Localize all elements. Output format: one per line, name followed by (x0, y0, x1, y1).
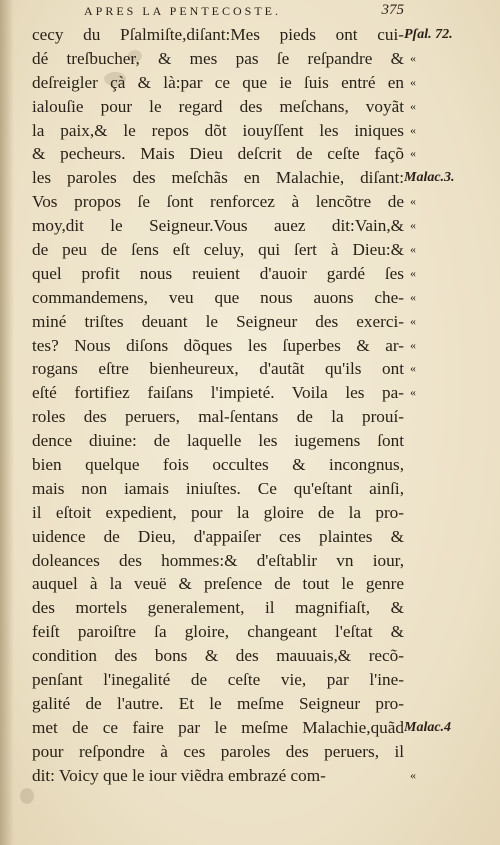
text-line: deſreigler çà & là:par ce que ie ſuis entré en (32, 72, 404, 92)
margin-row (404, 596, 500, 620)
text-line: commandemens, veu que nous auons che- (32, 287, 404, 307)
margin-row (404, 357, 500, 381)
text-line: cecy du Pſalmiſte,diſant:Mes pieds ont cui- (32, 25, 404, 44)
text-line: feiſt paroiſtre ſa gloire, changeant l'eſtat & (32, 622, 404, 642)
quotation-mark: « (410, 74, 416, 89)
text-line: quel profit nous reuient d'auoir gardé ſes (32, 263, 404, 283)
quotation-mark: « (410, 265, 416, 280)
body-text (32, 23, 404, 788)
quotation-mark: « (410, 767, 416, 782)
margin-row (404, 429, 500, 453)
margin-row (404, 71, 500, 95)
margin-reference: Malac.3. (404, 170, 455, 186)
text-line: des mortels generalement, il magnifiaſt, & (32, 598, 404, 618)
text-line: condition des bons & des mauuais,& recõ- (32, 646, 404, 666)
quotation-mark: « (410, 385, 416, 400)
margin-reference: Pſal. 72. (404, 27, 453, 42)
page-number: 375 (381, 2, 404, 18)
quotation-mark: « (410, 146, 416, 161)
margin-row (404, 740, 500, 764)
margin-row (404, 620, 500, 644)
text-line: ialouſie pour le regard des meſchans, voyãt (32, 96, 404, 116)
text-line: les paroles des meſchãs en Malachie, diſant: (32, 168, 404, 188)
margin-row (404, 262, 500, 286)
text-line: Vos propos ſe ſont renforcez à lencõtre de (32, 192, 404, 212)
text-line: il eſtoit expedient, pour la gloire de la pro- (32, 502, 404, 522)
quotation-mark: « (410, 98, 416, 113)
margin-row (404, 334, 500, 358)
text-line: la paix,& le repos dõt iouyſſent les iniques (32, 120, 404, 140)
ink-smudge (20, 788, 34, 804)
margin-row (404, 214, 500, 238)
margin-row (404, 286, 500, 310)
text-line: dé treſbucher, & mes pas ſe reſpandre & (32, 48, 404, 68)
margin-row (404, 716, 500, 740)
margin-row (404, 572, 500, 596)
margin-row (404, 525, 500, 549)
running-header (84, 4, 404, 19)
margin-row (404, 23, 500, 47)
quotation-mark: « (410, 337, 416, 352)
margin-row (404, 381, 500, 405)
running-title: APRES LA PENTECOSTE. (84, 4, 282, 18)
margin-row (404, 453, 500, 477)
text-line: uidence de Dieu, d'appaiſer ces plaintes & (32, 526, 404, 546)
text-line: auquel à la veuë & preſence de tout le genre (32, 574, 404, 594)
quotation-mark: « (410, 218, 416, 233)
margin-row (404, 644, 500, 668)
text-line: met de ce faire par le meſme Malachie,quãd (32, 717, 404, 737)
margin-row (404, 501, 500, 525)
text-line: galité de l'autre. Et le meſme Seigneur pro- (32, 693, 404, 713)
margin-row (404, 477, 500, 501)
text-line: moy,dit le Seigneur.Vous auez dit:Vain,& (32, 216, 404, 236)
text-line: doleances des hommes:& d'eſtablir vn iour, (32, 550, 404, 570)
text-line: tes? Nous diſons dõques les ſuperbes & ar- (32, 335, 404, 355)
margin-row (404, 190, 500, 214)
margin-row (404, 692, 500, 716)
text-line: pour reſpondre à ces paroles des peruers, il (32, 741, 404, 761)
margin-row (404, 668, 500, 692)
margin-notes (404, 23, 500, 788)
text-line: dence diuine: de laquelle les iugemens ſont (32, 431, 404, 451)
text-line: & pecheurs. Mais Dieu deſcrit de ceſte façõ (32, 144, 404, 164)
quotation-mark: « (410, 194, 416, 209)
quotation-mark: « (410, 289, 416, 304)
margin-row (404, 166, 500, 190)
quotation-mark: « (410, 242, 416, 257)
margin-row (404, 142, 500, 166)
margin-row (404, 47, 500, 71)
text-line: mais non iamais iniuſtes. Ce qu'eſtant ainſi, (32, 478, 404, 498)
text-line: roles des peruers, mal-ſentans de la prouí- (32, 407, 404, 427)
margin-row (404, 95, 500, 119)
text-line: dit: Voicy que le iour viẽdra embrazé com- (32, 765, 326, 785)
margin-reference: Malac.4 (404, 719, 452, 735)
quotation-mark: « (410, 313, 416, 328)
margin-row (404, 119, 500, 143)
margin-row (404, 764, 500, 788)
margin-row (404, 405, 500, 429)
text-line: eſté fortifiez faiſans l'impieté. Voila les pa- (32, 383, 404, 403)
margin-row (404, 549, 500, 573)
margin-row (404, 238, 500, 262)
text-line: de peu de ſens eſt celuy, qui ſert à Dieu:& (32, 240, 404, 260)
quotation-mark: « (410, 361, 416, 376)
binding-gutter-shadow (0, 0, 14, 845)
text-line: miné triſtes deuant le Seigneur des exerci- (32, 311, 404, 331)
text-line: bien quelque fois occultes & incongnus, (32, 455, 404, 475)
text-line: penſant l'inegalité de ceſte vie, par l'ine- (32, 670, 404, 690)
quotation-mark: « (410, 122, 416, 137)
text-line: rogans eſtre bienheureux, d'autãt qu'ils ont (32, 359, 404, 379)
quotation-mark: « (410, 50, 416, 65)
margin-row (404, 310, 500, 334)
